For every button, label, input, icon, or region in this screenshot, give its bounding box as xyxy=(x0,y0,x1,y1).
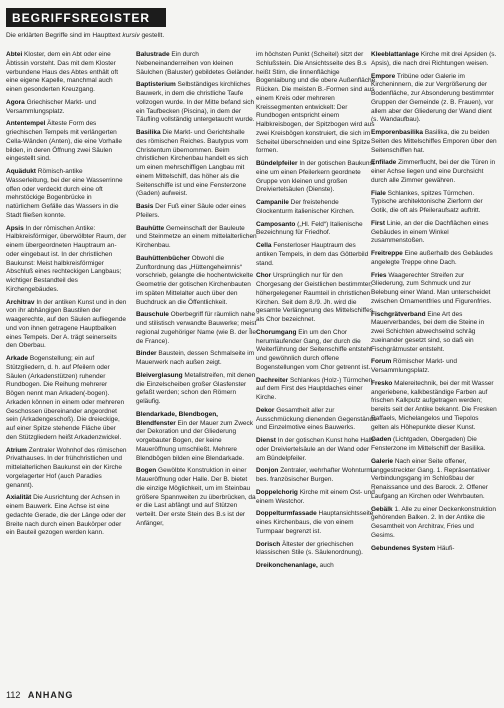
section-label: ANHANG xyxy=(27,690,74,700)
glossary-definition: Römisch-antike Wasserleitung, bei der eine Wasserrinne offen oder verdeckt durch eine oft mehrstöckige Bogenbrücke in natürlichem Gefälle das Wassers in die Stadt fließen konnte. xyxy=(6,168,123,219)
glossary-entry xyxy=(371,51,498,69)
glossary-term: Bogen xyxy=(136,467,157,475)
glossary-term: Blendarkade, Blendbogen, Blendfenster xyxy=(136,410,218,427)
glossary-entry xyxy=(371,250,498,268)
glossary-definition: Die Markt- und Gerichtshalle des römischen Reiches. Bautypus vom Christentum übernommen. Beim christlichen Kirchenbau handelt es sich um einen mehrschiffigen Langbau mit einem Mittelschiff, das höher als die Seitenschiffe ist und eine Fensterzone (Gaden) aufweist. xyxy=(136,129,249,198)
glossary-entry xyxy=(371,545,498,554)
glossary-term: Kleeblattanlage xyxy=(371,51,420,58)
glossary-term: Chor xyxy=(256,272,272,280)
glossary-term: Binder xyxy=(136,350,157,358)
glossary-term: Bleiverglasung xyxy=(136,371,183,379)
glossary-definition: Gemeinschaft der Bauleute und Steinmetze an einem mittelalterlichen Kirchenbau. xyxy=(136,224,257,249)
glossary-term: Basis xyxy=(136,203,154,210)
page-number: 112 xyxy=(6,690,21,700)
glossary-entry xyxy=(136,411,257,464)
glossary-term: Architrav xyxy=(6,298,35,306)
glossary-term: Baptisterium xyxy=(136,81,176,89)
glossary-entry xyxy=(136,203,257,221)
glossary-definition: Hauptansichtsseite eines Kirchenbaus, die von einem Turmpaar begrenzt ist. xyxy=(256,510,374,535)
glossary-term: Fries xyxy=(371,271,387,279)
glossary-entry xyxy=(6,225,127,295)
glossary-definition: Bogenstellung; ein auf Stützgliedern, d. h. auf Pfeilern oder Säulen (Arkadenstützen) ruhender Rundbogen. Die Reihung mehrerer Bögen nennt man Arkaden(-bogen). Arkaden können in einem oder mehreren Geschossen übereinander angeordnet sein (Arkadengeschoß). Die dreieckige, auf einer Spitze stehende Fläche über den Stützgliedern heißt Arkadenzwickel. xyxy=(6,355,125,441)
glossary-term: First xyxy=(371,219,386,227)
glossary-term: Fiale xyxy=(371,189,386,197)
glossary-entry xyxy=(256,377,377,403)
glossary-definition: 1. Alle zu einer Deckenkonstruktion gehörenden Balken. 2. In der Antike die Gesamtheit von Architrav, Fries und Gesims. xyxy=(371,505,497,539)
glossary-term: Cella xyxy=(256,242,272,249)
glossary-definition: Griechischer Markt- und Versammlungsplatz. xyxy=(6,98,96,115)
glossary-term: Freitreppe xyxy=(371,250,403,257)
glossary-definition: In der antiken Kunst und in den von ihr abhängigen Baustilen der waagerechte, auf den Säulen aufliegende und von ihnen getragene Hauptbalken eines Tempels. Der A. trägt seinerseits den Oberbau. xyxy=(6,298,127,350)
glossary-definition: (Lichtgaden, Obergaden) Die Fensterzone im Mittelschiff der Basilika. xyxy=(371,436,486,452)
glossary-definition: Schlankes, spitzes Türmchen. Typische architektonische Zierform der Gotik, die oft als Pfeileraufsatz auftritt. xyxy=(371,189,483,214)
glossary-term: Atrium xyxy=(6,446,27,454)
glossary-definition: Ältester der griechischen klassischen Stile (s. Säulenordnung). xyxy=(256,540,363,557)
glossary-term: Emporenbasilika xyxy=(371,129,424,136)
glossary-entry xyxy=(371,190,498,216)
glossary-term: Arkade xyxy=(6,355,29,362)
glossary-term: Dreikonchenanlage, xyxy=(256,562,318,569)
glossary-term: Aquädukt xyxy=(6,168,36,175)
glossary-term: Bauhüttenbücher xyxy=(136,254,190,262)
glossary-definition: Kloster, dem ein Abt oder eine Äbtissin vorsteht. Das mit dem Kloster verbundene Haus des Abtes enthält oft eine eigene Kapelle, manchmal auch einen gesonderten Kreuzgang. xyxy=(6,51,119,93)
glossary-entry xyxy=(6,168,127,221)
glossary-term: Gaden xyxy=(371,436,392,444)
glossary-definition: Tribüne oder Galerie im Kircheninnern, die zur Vergrößerung der Bodenfläche, zur Absonderung bestimmter Gruppen der Gemeinde (z. B. Frauen), vor allem aber der Gliederung der Wand dient (s. Wandaufbau). xyxy=(371,72,494,124)
glossary-term: Bauschule xyxy=(136,311,169,319)
glossary-definition: In der gotischen Baukunst eine um einen Pfeilerkern geordnete Gruppe von kleinen und großen Dreiviertelsäulen (Dienste). xyxy=(256,160,375,194)
glossary-definition: Metallstreifen, mit denen die Einzelscheiben großer Glasfenster gefaßt werden; schon den Römern geläufig. xyxy=(136,371,256,405)
glossary-entry xyxy=(136,311,257,346)
glossary-column-4 xyxy=(371,51,498,557)
glossary-definition: Der freistehende Glockenturm italienischer Kirchen. xyxy=(256,199,355,215)
glossary-definition: Die Ausrichtung der Achsen in einem Bauwerk. Eine Achse ist eine gedachte Gerade, die der Länge oder der Breite nach durch einen Baukörper oder ein Bauteil gezogen werden kann. xyxy=(6,494,126,537)
glossary-entry xyxy=(371,506,498,541)
glossary-definition: („Hl. Feld“) Italienische Bezeichnung für Friedhof. xyxy=(256,220,363,237)
glossary-entry xyxy=(371,220,498,246)
glossary-definition: Häufi- xyxy=(435,544,455,552)
glossary-term: Fischgrätverband xyxy=(371,310,426,318)
glossary-term: Agora xyxy=(6,98,25,106)
glossary-definition: Malereitechnik, bei der mit Wasser angeriebene, kalkbeständige Farben auf frischen Kalkputz aufgetragen werden; bereits seit der Antike bekannt. Die Fresken Raffaels, Michelangelos und Tiepolos gelten als Höhepunkte dieser Kunst. xyxy=(371,379,497,431)
glossary-term: Donjon xyxy=(256,467,279,475)
glossary-entry xyxy=(136,225,257,251)
glossary-definition: Zentraler Wohnhof des römischen Privathauses. In der frühchristlichen und mittelalterlichen Baukunst ein der Kirche vorgelagerter Hof (auch Paradies genannt). xyxy=(6,446,127,489)
glossary-term: Enfilade xyxy=(371,159,397,167)
glossary-entry xyxy=(136,372,257,407)
glossary-definition: Ein um den Chor herumlaufender Gang, der durch die Weiterführung der Seitenschiffe entsteht und gewöhnlich durch offene Bogenstellungen vom Chor getrennt ist. xyxy=(256,328,372,371)
glossary-entry xyxy=(371,311,498,355)
glossary-entry xyxy=(6,51,127,95)
glossary-term: Basilika xyxy=(136,129,161,136)
glossary-definition: Oberbegriff für räumlich nahe und stilistisch verwandte Bauwerke; meist regional zugehöriger Name (wie B. der Île de France). xyxy=(136,311,257,345)
glossary-entry xyxy=(256,242,377,268)
glossary-entry xyxy=(371,458,498,502)
glossary-entry xyxy=(256,407,377,433)
glossary-entry xyxy=(256,467,377,485)
glossary-definition: Obwohl die Zunftordnung das „Hüttengeheimnis“ vorschrieb, gelangte die hochentwickelte Geometrie der gotischen Kirchenbauten im späten Mittelalter auch über den Buchdruck an die Öffentlichkeit. xyxy=(136,254,254,306)
glossary-term: Bauhütte xyxy=(136,224,165,232)
glossary-term: Bündelpfeiler xyxy=(256,160,298,167)
glossary-entry xyxy=(371,436,498,454)
glossary-definition: Fensterloser Hauptraum des antiken Tempels, in dem das Götterbild stand. xyxy=(256,242,369,267)
glossary-term: Abtei xyxy=(6,51,23,58)
intro-text-italic: kursiv xyxy=(122,32,140,39)
glossary-column-1 xyxy=(6,51,127,542)
glossary-term: Doppelchorig xyxy=(256,488,298,496)
glossary-definition: In der gotischen Kunst hohe Halb- oder Dreiviertelsäule an der Wand oder am Bündelpfeiler. xyxy=(256,437,376,462)
glossary-definition: Schlankes (Holz-) Türmchen auf dem First des Hauptdaches einer Kirche. xyxy=(256,376,373,401)
glossary-entry xyxy=(136,129,257,199)
glossary-term: Chorumgang xyxy=(256,328,297,336)
glossary-term: Dekor xyxy=(256,406,275,414)
glossary-definition: Ein durch Nebeneinanderreihen von kleinen Säulchen (Baluster) gebildetes Geländer. xyxy=(136,51,255,76)
glossary-term: Dorisch xyxy=(256,540,281,548)
glossary-entry xyxy=(136,255,257,308)
glossary-term: Axialität xyxy=(6,494,32,502)
glossary-entry xyxy=(256,510,377,536)
glossary-entry xyxy=(256,329,377,373)
glossary-entry xyxy=(256,160,377,195)
glossary-definition: Eine außerhalb des Gebäudes angelegte Treppe ohne Dach. xyxy=(371,250,493,266)
glossary-entry xyxy=(6,447,127,491)
glossary-definition: Zentraler, wehrhafter Wohnturm, bes. französischer Burgen. xyxy=(256,467,374,483)
glossary-definition: Basilika, die zu beiden Seiten des Mittelschiffes Emporen über den Seitenschiffen hat. xyxy=(371,129,497,154)
glossary-term: Apsis xyxy=(6,224,24,232)
glossary-definition: auch xyxy=(317,562,334,569)
glossary-definition: Eine Art des Mauerverbandes, bei dem die Steine in zwei Schichten abwechselnd schräg zueinander gesetzt sind, so daß ein Fischgrätmuster entsteht. xyxy=(371,310,485,353)
glossary-entry xyxy=(256,272,377,325)
glossary-entry xyxy=(6,120,127,164)
glossary-entry xyxy=(256,221,377,239)
glossary-column-3 xyxy=(256,51,377,575)
glossary-definition: In der römischen Antike: Halbkreisförmiger, überwölbter Raum, der einem übergeordneten Hauptraum an- oder eingebaut ist. In der christlichen Baukunst: Meist halbkreisförmiger Abschluß eines rechteckigen Langbaus; wichtiger Bestandteil des Kirchengebäudes. xyxy=(6,224,127,293)
glossary-entry xyxy=(136,350,257,368)
glossary-definition: Kirche mit drei Apsiden (s. Apsis), die nach drei Richtungen weisen. xyxy=(371,51,497,67)
glossary-entry xyxy=(136,51,257,77)
glossary-term: Gebundenes System xyxy=(371,544,436,552)
glossary-term: Gebälk xyxy=(371,505,393,513)
glossary-entry xyxy=(6,355,127,443)
glossary-term: Forum xyxy=(371,358,392,366)
glossary-term: Galerie xyxy=(371,457,394,465)
glossary-column-2 xyxy=(136,51,257,533)
glossary-term: Dachreiter xyxy=(256,376,289,384)
glossary-continuation: im höchsten Punkt (Scheitel) sitzt der Schlußstein. Die Ansichtsseite des B.s heißt Stirn, die linnenflächige Bogenlaibung und die obere Außenfläche Rücken. Die meisten B.-Formen sind aus einem Kreis oder mehreren Kreissegmenten entwickelt: Der Rundbogen entspricht einem Halbkreisbogen, der Spitzbogen wird aus zwei Kreisbögen konstruiert, die sich im Scheitel überschneiden und eine Spitze formen. xyxy=(256,51,376,155)
glossary-definition: Römischer Markt- und Versammlungsplatz. xyxy=(371,358,457,374)
glossary-definition: Ein der Mauer zum Zweck der Dekoration und der Gliederung vorgebauter Bogen, der keine Maueröffnung umschließt. Mehrere Blendbögen bilden eine Blendarkade. xyxy=(136,419,254,462)
intro-text-before: Die erklärten Begriffe sind im Haupttext xyxy=(6,32,123,39)
glossary-entry xyxy=(371,272,498,307)
glossary-term: Antentempel xyxy=(6,120,46,128)
glossary-term: Campanile xyxy=(256,199,289,206)
glossary-entry xyxy=(136,81,257,125)
glossary-entry xyxy=(6,99,127,117)
glossary-definition: Ursprünglich nur für den Chorgesang der Geistlichen bestimmter, höhergelegener Raumteil in christlichen Kirchen. Seit dem 8./9. Jh. wird die gesamte Verlängerung des Mittelschiffes als Chor bezeichnet. xyxy=(256,272,373,323)
glossary-definition: Älteste Form des griechischen Tempels mit verlängerten Cella-Wänden (Anten), die eine Vorhalle bilden, in deren Öffnung zwei Säulen eingestellt sind. xyxy=(6,120,122,163)
glossary-entry xyxy=(371,129,498,155)
glossary-entry xyxy=(371,358,498,376)
intro-text-after: gestellt. xyxy=(139,32,165,39)
page-footer xyxy=(6,688,73,702)
glossary-definition: Gesamtheit aller zur Ausschmückung dienenden Gegenstände und Einzelmotive eines Bauwerks. xyxy=(256,406,377,432)
glossary-definition: Waagerechter Streifen zur Gliederung, zum Schmuck und zur Belebung einer Wand. Man unterscheidet zwischen Ornamentfries und Figurenfries. xyxy=(371,271,492,305)
glossary-definition: Der Fuß einer Säule oder eines Pfeilers. xyxy=(136,203,246,219)
glossary-term: Camposanto xyxy=(256,220,296,228)
glossary-entry xyxy=(371,73,498,126)
glossary-entry xyxy=(371,159,498,185)
glossary-definition: Baustein, dessen Schmalseite im Mauerwerk nach außen zeigt. xyxy=(136,350,255,366)
glossary-definition: Linie, an der die Dachflächen eines Gebäudes in einem Winkel zusammenstoßen. xyxy=(371,219,489,245)
glossary-term: Dienst xyxy=(256,437,276,444)
glossary-definition: Kirche mit einem Ost- und einem Westchor. xyxy=(256,488,375,505)
glossary-term: Doppelturmfassade xyxy=(256,510,317,518)
glossary-entry xyxy=(6,299,127,352)
glossary-term: Empore xyxy=(371,72,396,80)
glossary-definition: Selbständiges kirchliches Bauwerk, in dem die christliche Taufe vollzogen wurde. In der Mitte befand sich ein Taufbecken (Piscina), in dem der Täufling vollständig untergetaucht wurde. xyxy=(136,81,255,124)
glossary-entry xyxy=(256,562,377,571)
glossary-entry xyxy=(256,199,377,217)
glossary-definition: Zimmerflucht, bei der die Türen in einer Achse liegen und eine Durchsicht durch alle Zimmer gewähren. xyxy=(371,159,496,184)
glossary-term: Balustrade xyxy=(136,51,170,58)
glossary-entry xyxy=(136,467,257,528)
glossary-definition: Nach einer Seite offener, langgestreckter Gang. 1. Repräsentativer Verbindungsgang im Schloßbau der Renaissance und des Barock. 2. Offener Laufgang an Kirchen oder Wehrbauten. xyxy=(371,457,490,500)
glossary-entry xyxy=(256,541,377,559)
intro-note xyxy=(6,31,336,40)
glossary-entry xyxy=(6,494,127,538)
glossary-entry xyxy=(371,380,498,433)
glossary-entry xyxy=(256,437,377,463)
glossary-entry xyxy=(256,489,377,507)
page-title: BEGRIFFSREGISTER xyxy=(12,11,151,25)
glossary-term: Fresko xyxy=(371,379,393,387)
glossary-definition: Gewölbte Konstruktion in einer Maueröffnung oder Halle. Der B. bietet die einzige Möglichkeit, um im Steinbau größere Spannweiten zu überbrücken, da er die Last abfängt und auf Stützen verteilt. Der erste Stein des B.s ist der Anfänger, xyxy=(136,467,256,527)
